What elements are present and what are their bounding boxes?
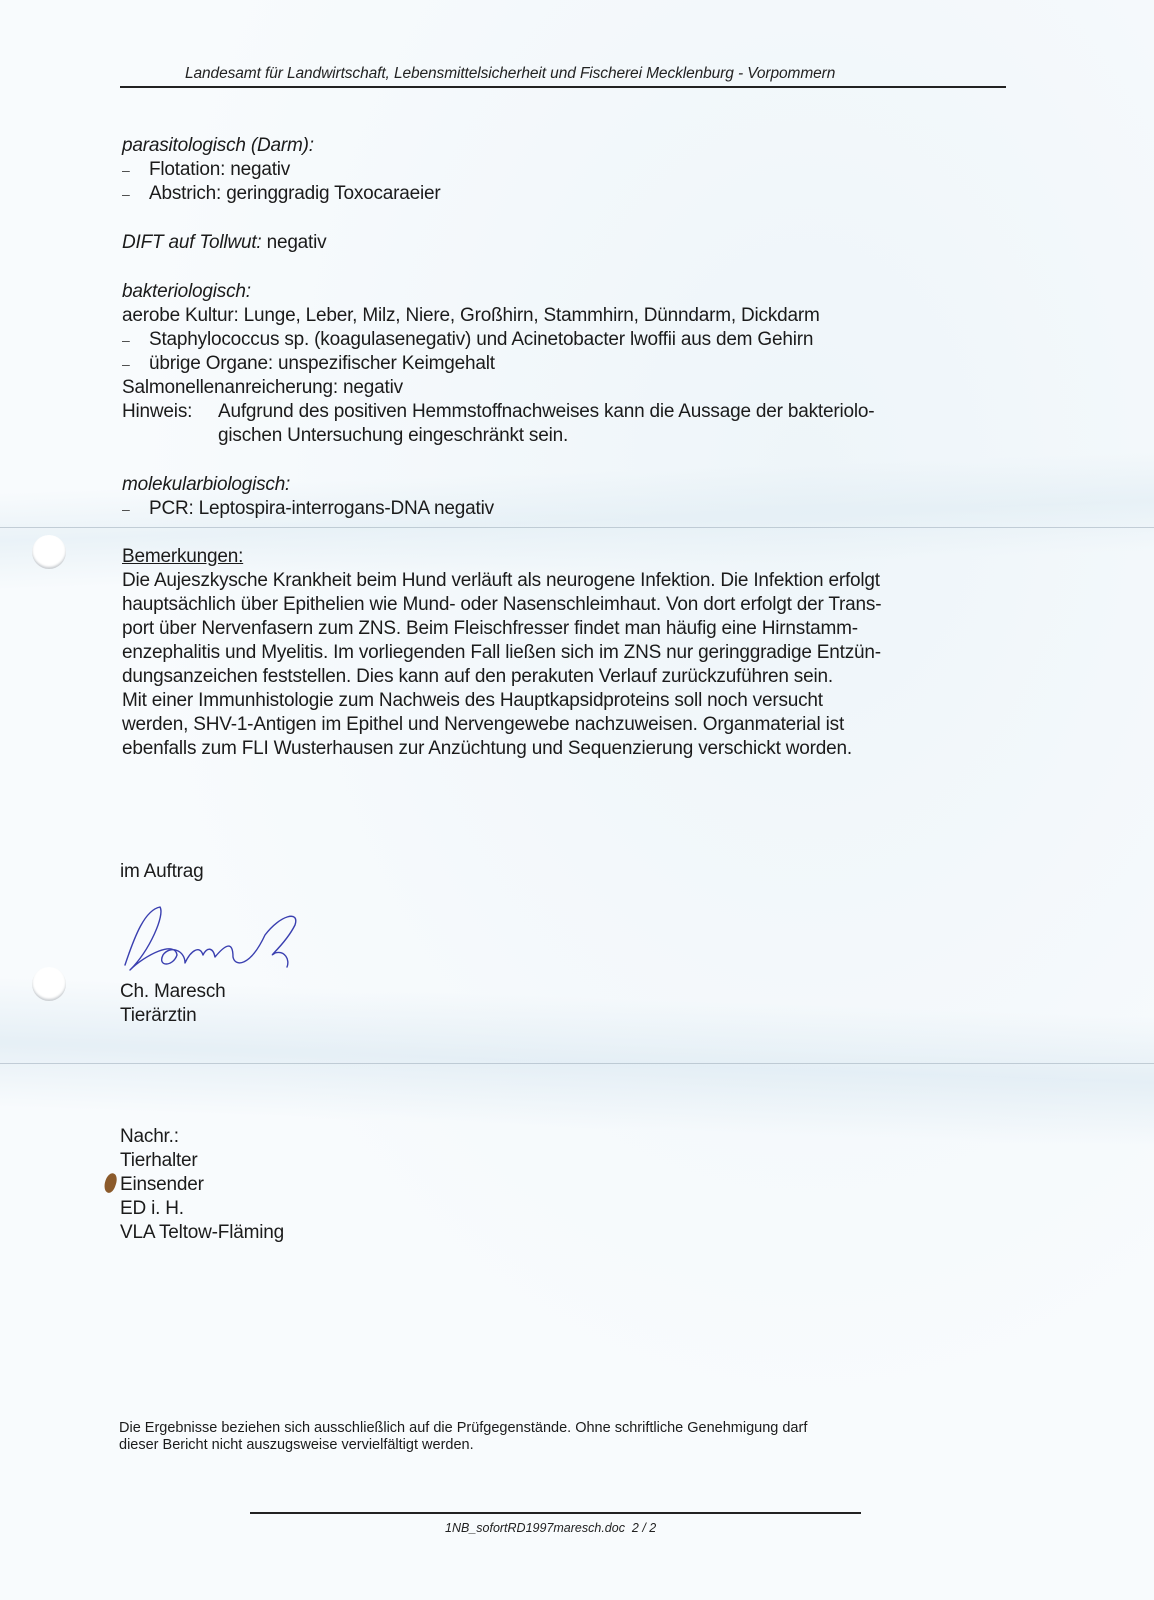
footer-filename: 1NB_sofortRD1997maresch.doc 2 / 2 xyxy=(445,1521,657,1535)
disclaimer-line: Die Ergebnisse beziehen sich ausschließlich auf die Prüfgegenstände. Ohne schriftliche Genehmigung darf xyxy=(119,1420,808,1436)
dash-bullet-icon: – xyxy=(122,162,130,178)
disclaimer xyxy=(119,1420,807,1454)
list-item: – Flotation: negativ xyxy=(122,159,291,180)
signatory-title: Tierärztin xyxy=(120,1005,197,1026)
remarks-line: werden, SHV-1-Antigen im Epithel und Nervengewebe nachzuweisen. Organmaterial ist xyxy=(122,714,845,735)
dash-bullet-icon: – xyxy=(122,332,130,348)
handwritten-signature xyxy=(115,905,315,985)
remarks-line: port über Nervenfasern zum ZNS. Beim Fleischfresser findet man häufig eine Hirnstamm- xyxy=(122,618,858,639)
molecular-heading: molekularbiologisch: xyxy=(122,474,291,495)
dash-bullet-icon: – xyxy=(122,501,130,517)
recipient: VLA Teltow-Fläming xyxy=(120,1222,284,1243)
dash-bullet-icon: – xyxy=(122,356,130,372)
page-number: 2 / 2 xyxy=(631,1521,657,1535)
distribution-label: Nachr.: xyxy=(120,1126,179,1147)
remarks-line: hauptsächlich über Epithelien wie Mund- oder Nasenschleimhaut. Von dort erfolgt der Trans- xyxy=(122,594,882,615)
parasitology-section xyxy=(122,134,441,206)
remarks-line: dungsanzeichen feststellen. Dies kann auf den perakuten Verlauf zurückzuführen sein. xyxy=(122,666,833,687)
distribution-list xyxy=(120,1125,284,1245)
remarks-line: ebenfalls zum FLI Wusterhausen zur Anzüchtung und Sequenzierung verschickt worden. xyxy=(122,738,852,759)
list-item: – übrige Organe: unspezifischer Keimgehalt xyxy=(122,353,495,374)
list-item: – Abstrich: geringgradig Toxocaraeier xyxy=(122,183,441,204)
note-line: gischen Untersuchung eingeschränkt sein. xyxy=(218,425,569,446)
institution-header: Landesamt für Landwirtschaft, Lebensmittelsicherheit und Fischerei Mecklenburg - Vorpommern xyxy=(185,65,836,82)
paper-crease xyxy=(0,527,1154,528)
recipient: ED i. H. xyxy=(120,1198,184,1219)
signatory-name: Ch. Maresch xyxy=(120,981,226,1002)
parasitology-heading: parasitologisch (Darm): xyxy=(122,135,314,156)
list-item: – Staphylococcus sp. (koagulasenegativ) und Acinetobacter lwoffii aus dem Gehirn xyxy=(122,329,814,350)
remarks-section xyxy=(122,545,881,761)
remarks-line: Mit einer Immunhistologie zum Nachweis des Hauptkapsidproteins soll noch versucht xyxy=(122,690,823,711)
punch-hole xyxy=(32,967,66,1001)
molecular-section xyxy=(122,473,494,521)
bacteriology-heading: bakteriologisch: xyxy=(122,281,251,302)
stain-mark xyxy=(102,1172,119,1194)
dift-value: negativ xyxy=(261,232,327,253)
footer-rule xyxy=(250,1512,861,1514)
note-line: Hinweis: Aufgrund des positiven Hemmstoffnachweises kann die Aussage der bakteriolo- xyxy=(122,401,875,422)
signatory xyxy=(120,980,226,1028)
remarks-heading: Bemerkungen: xyxy=(122,546,244,567)
culture-line: aerobe Kultur: Lunge, Leber, Milz, Niere, Großhirn, Stammhirn, Dünndarm, Dickdarm xyxy=(122,305,820,326)
punch-hole xyxy=(32,535,66,569)
bacteriology-section xyxy=(122,280,874,448)
dash-bullet-icon: – xyxy=(122,186,130,202)
dift-result xyxy=(122,231,326,255)
disclaimer-line: dieser Bericht nicht auszugsweise vervielfältigt werden. xyxy=(119,1437,474,1453)
header-rule xyxy=(120,86,1006,88)
on-behalf-text: im Auftrag xyxy=(120,861,204,882)
recipient: Einsender xyxy=(120,1174,204,1195)
recipient: Tierhalter xyxy=(120,1150,198,1171)
list-item: – PCR: Leptospira-interrogans-DNA negativ xyxy=(122,498,494,519)
note-label: Hinweis: xyxy=(122,401,193,422)
paper-crease xyxy=(0,1063,1154,1064)
remarks-line: Die Aujeszkysche Krankheit beim Hund verläuft als neurogene Infektion. Die Infektion erfolgt xyxy=(122,570,880,591)
remarks-line: enzephalitis und Myelitis. Im vorliegenden Fall ließen sich im ZNS nur geringgradige Entzün- xyxy=(122,642,881,663)
salmonella-line: Salmonellenanreicherung: negativ xyxy=(122,377,403,398)
dift-label: DIFT auf Tollwut: xyxy=(122,232,262,253)
